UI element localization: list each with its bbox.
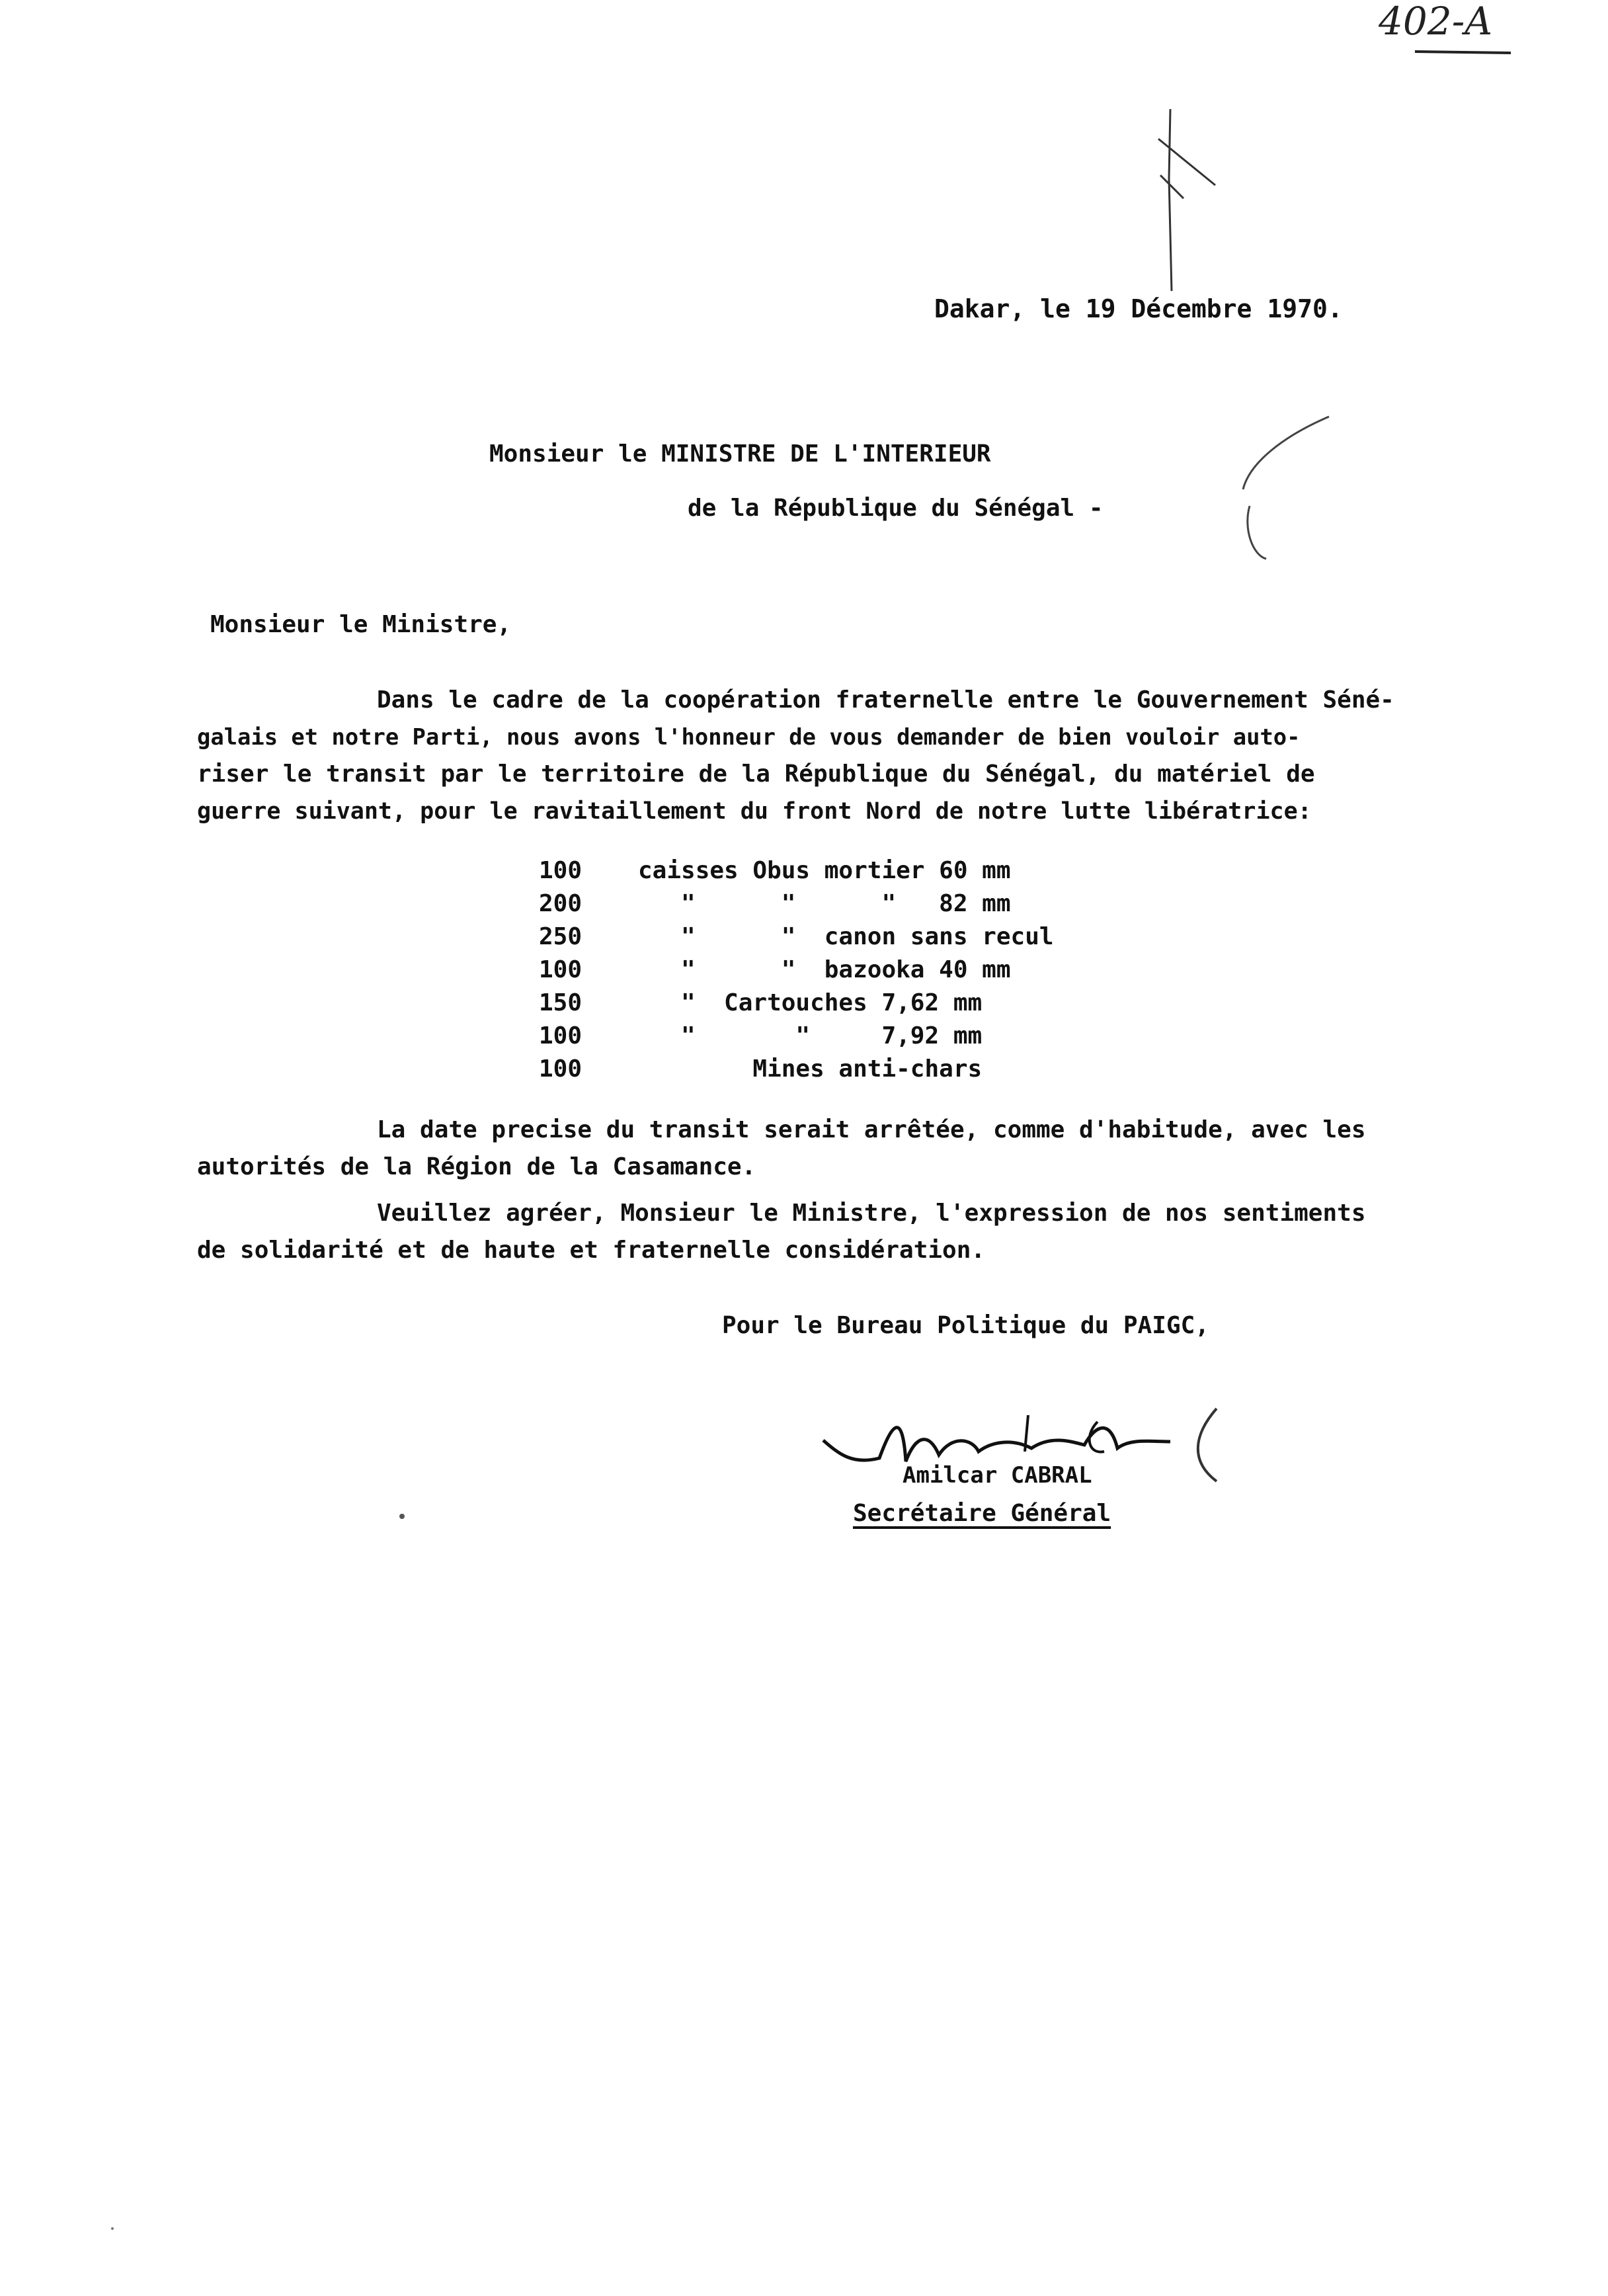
item-quantity: 100: [539, 857, 583, 884]
paragraph-line: La date precise du transit serait arrêtée, comme d'habitude, avec les: [377, 1116, 1366, 1143]
margin-mark: [1158, 109, 1215, 291]
item-quantity: 100: [539, 956, 583, 983]
paragraph-line: de solidarité et de haute et fraternelle considération.: [197, 1237, 986, 1264]
signatory-name: Amilcar CABRAL: [903, 1462, 1092, 1489]
salutation: Monsieur le Ministre,: [210, 611, 512, 638]
paragraph-line: Veuillez agréer, Monsieur le Ministre, l'expression de nos sentiments: [377, 1200, 1366, 1227]
item-description: " " 7,92 mm: [638, 1022, 983, 1049]
paragraph-line: Dans le cadre de la coopération fraternelle entre le Gouvernement Séné-: [377, 686, 1394, 714]
item-description: " " bazooka 40 mm: [638, 956, 1011, 983]
item-quantity: 100: [539, 1055, 583, 1083]
item-quantity: 250: [539, 923, 583, 950]
signatory-title: Secrétaire Général: [853, 1500, 1111, 1527]
list-item: [539, 921, 1054, 954]
recipient-line-1: Monsieur le MINISTRE DE L'INTERIEUR: [489, 440, 991, 468]
archive-reference: 402-A: [1379, 0, 1493, 44]
list-item: [539, 954, 1011, 987]
item-description: caisses Obus mortier 60 mm: [638, 857, 1011, 884]
signature-scribble: [823, 1415, 1170, 1461]
margin-bracket: [1243, 417, 1329, 559]
paragraph-line: guerre suivant, pour le ravitaillement du front Nord de notre lutte libératrice:: [197, 798, 1312, 825]
list-item: [539, 987, 982, 1020]
item-description: " " canon sans recul: [638, 923, 1054, 950]
recipient-line-2: de la République du Sénégal -: [688, 495, 1104, 522]
item-quantity: 100: [539, 1022, 583, 1049]
paragraph-line: galais et notre Parti, nous avons l'honneur de vous demander de bien vouloir auto-: [197, 724, 1301, 750]
item-quantity: 150: [539, 989, 583, 1016]
dateline: Dakar, le 19 Décembre 1970.: [934, 294, 1343, 323]
list-item: [539, 1020, 982, 1053]
closing: Pour le Bureau Politique du PAIGC,: [722, 1312, 1209, 1339]
list-item: [539, 887, 1011, 921]
paragraph-line: riser le transit par le territoire de la République du Sénégal, du matériel de: [197, 760, 1315, 788]
item-description: Mines anti-chars: [638, 1055, 983, 1083]
item-description: " " " 82 mm: [638, 890, 1011, 917]
paragraph-line: autorités de la Région de la Casamance.: [197, 1153, 756, 1180]
item-quantity: 200: [539, 890, 583, 917]
list-item: [539, 854, 1011, 887]
list-item: [539, 1053, 982, 1086]
item-description: " Cartouches 7,62 mm: [638, 989, 983, 1016]
